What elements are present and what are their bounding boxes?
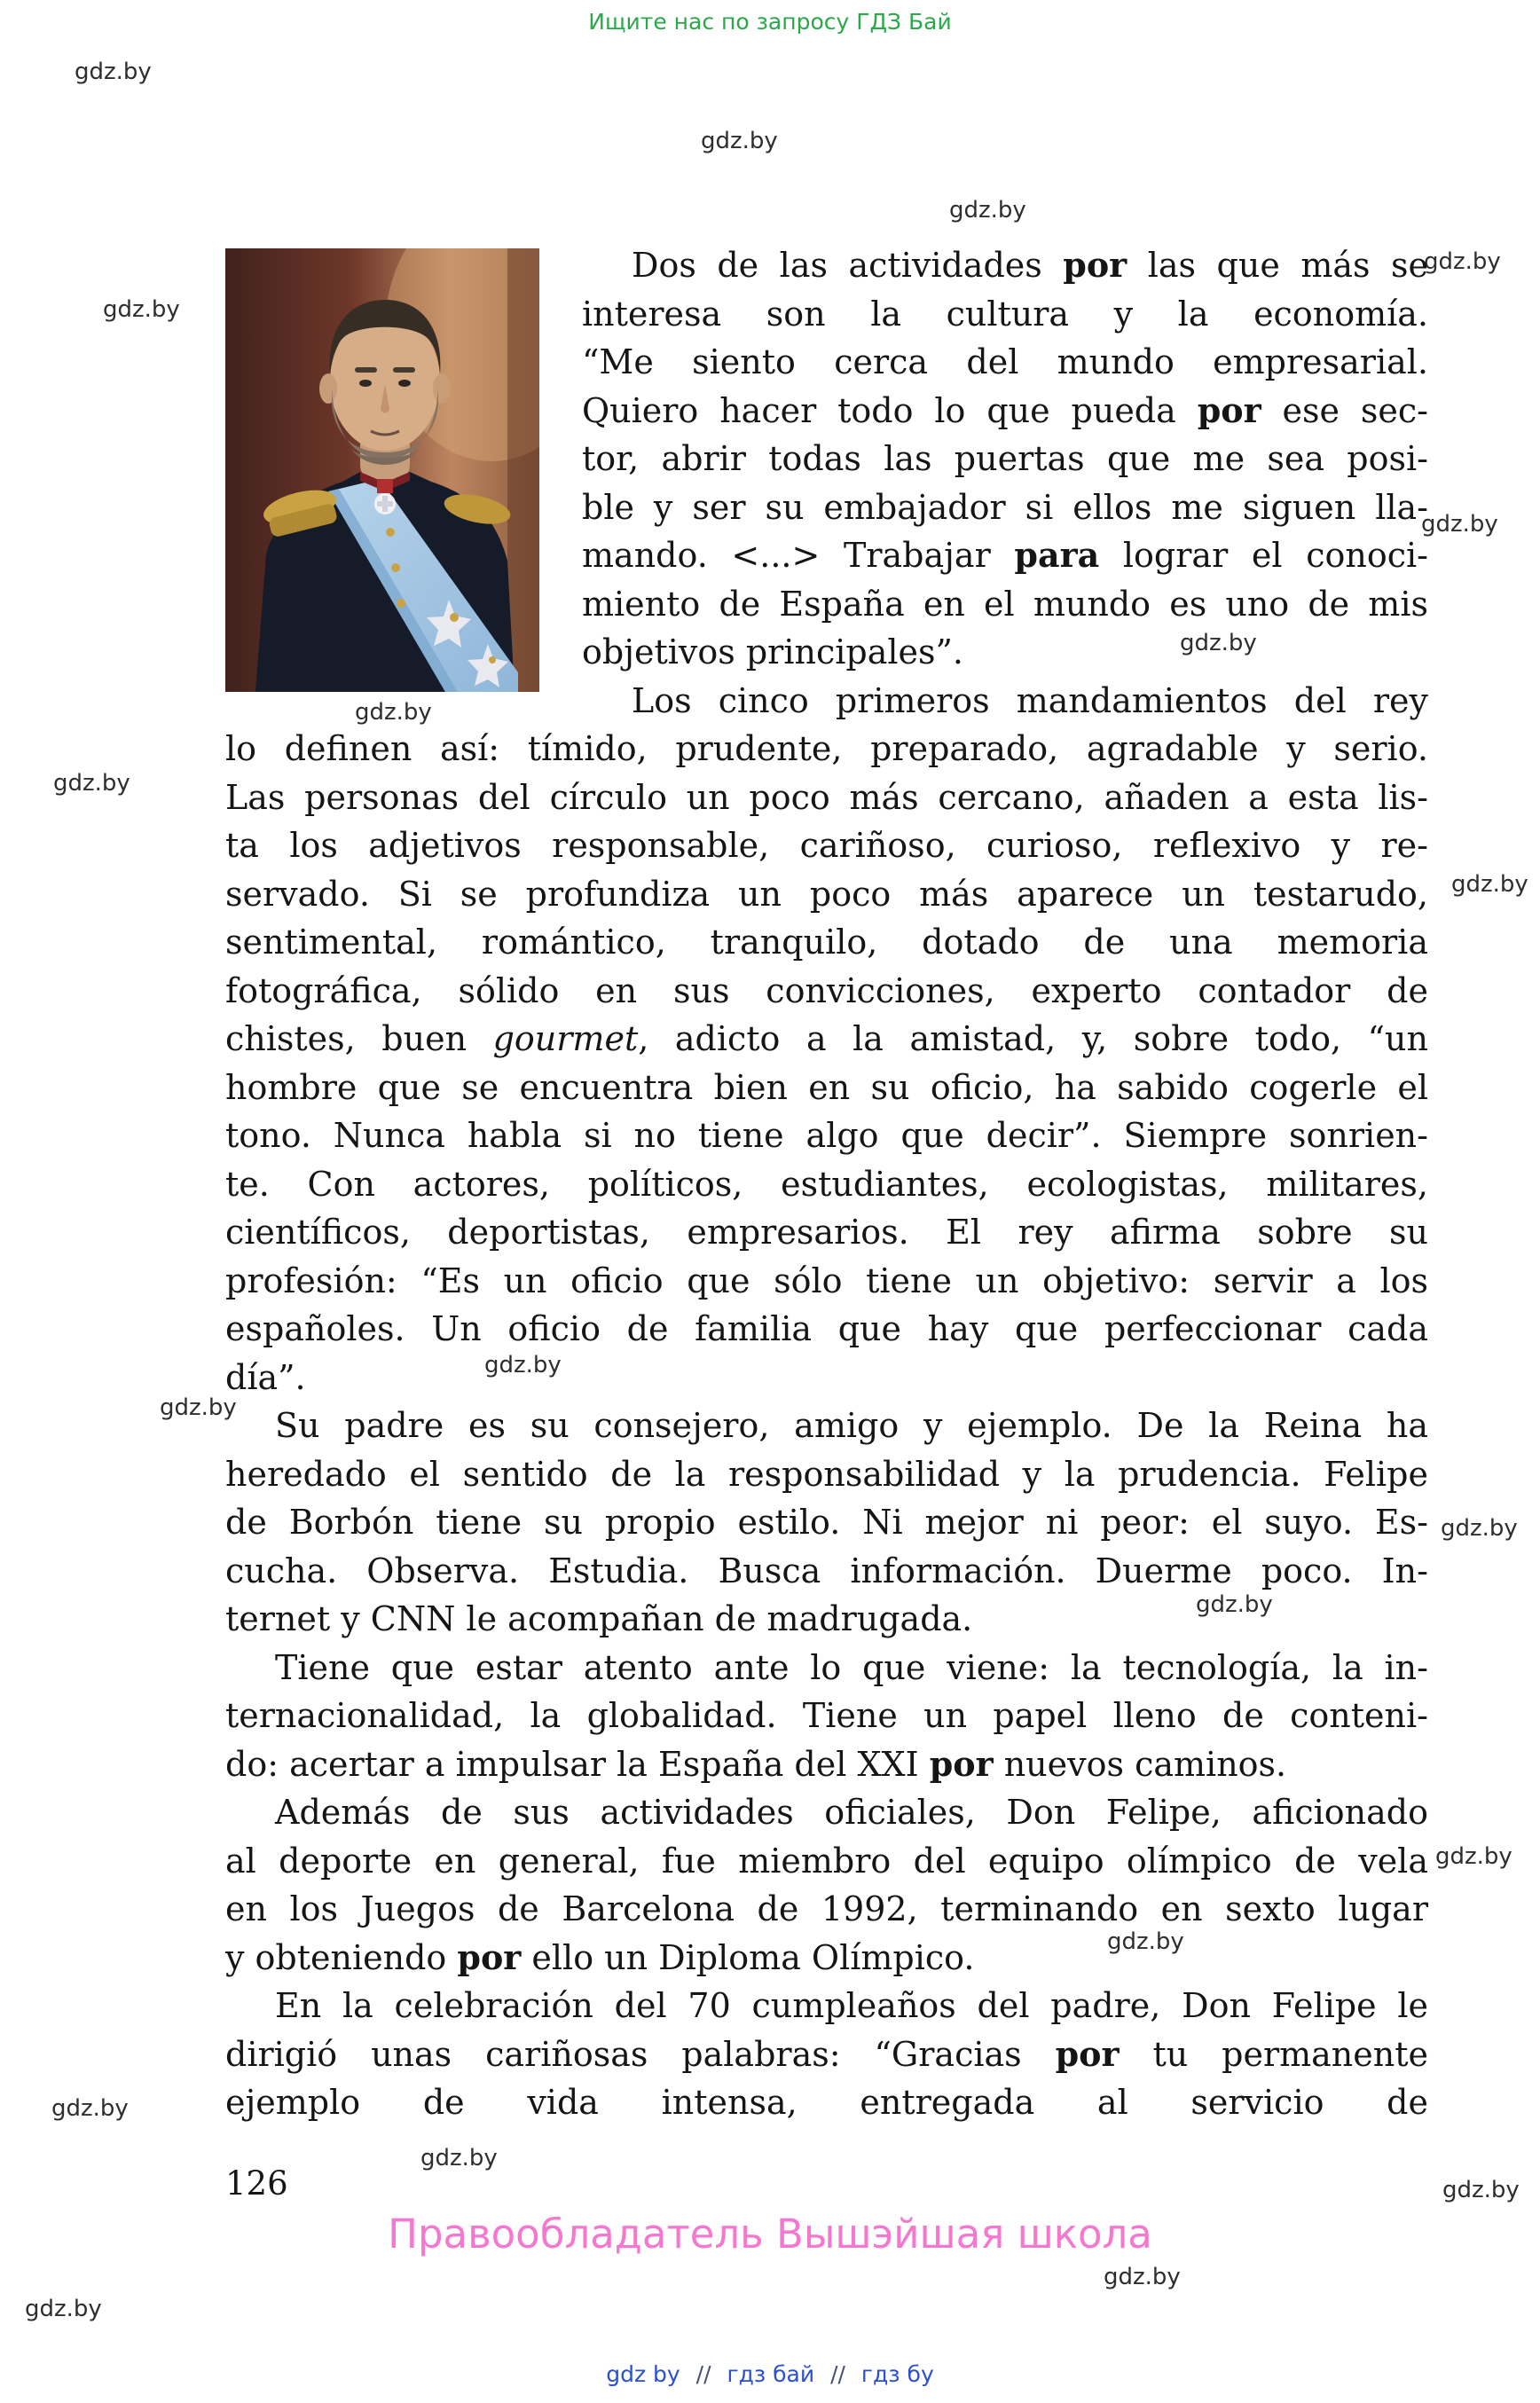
text-line: ternacionalidad, la globalidad. Tiene un papel lleno de conteni- xyxy=(225,1696,1428,1735)
link-separator: // xyxy=(695,2361,711,2387)
text-line: en los Juegos de Barcelona de 1992, terminando en sexto lugar xyxy=(225,1889,1428,1928)
text-line: hombre que se encuentra bien en su oficio, ha sabido cogerle el xyxy=(225,1067,1428,1107)
article-body xyxy=(225,241,1428,2127)
watermark: gdz.by xyxy=(1104,2264,1181,2290)
text-line: científicos, deportistas, empresarios. El rey afirma sobre su xyxy=(225,1213,1428,1252)
text-line: españoles. Un oficio de familia que hay que perfeccionar cada xyxy=(225,1309,1428,1348)
link-separator: // xyxy=(830,2361,845,2387)
watermark: gdz.by xyxy=(949,197,1026,224)
text-line: cucha. Observa. Estudia. Busca información. Duerme poco. In- xyxy=(225,1551,1428,1590)
publisher-note: Правообладатель Вышэйшая школа xyxy=(388,2211,1152,2258)
top-banner-text: Ищите нас по запросу ГДЗ Бай xyxy=(588,9,952,35)
text-line: do: acertar a impulsar la España del XXI por nuevos caminos. xyxy=(225,1743,1287,1784)
watermark: gdz.by xyxy=(51,2095,129,2122)
text-line: de Borbón tiene su propio estilo. Ni mejor ni peor: el suyo. Es- xyxy=(225,1503,1428,1542)
text-line: “Me siento cerca del mundo empresarial. xyxy=(582,342,1428,381)
watermark: gdz.by xyxy=(420,2145,498,2171)
watermark: gdz.by xyxy=(160,1394,237,1421)
text-line: ejemplo de vida intensa, entregada al servicio de xyxy=(225,2083,1428,2122)
watermark: gdz.by xyxy=(75,59,152,85)
watermark: gdz.by xyxy=(53,770,130,797)
text-line: sentimental, romántico, tranquilo, dotado de una memoria xyxy=(225,923,1428,962)
watermark: gdz.by xyxy=(355,699,432,726)
portrait-illustration xyxy=(225,248,539,692)
watermark: gdz.by xyxy=(1424,248,1501,275)
text-line: Las personas del círculo un poco más cercano, añaden a esta lis- xyxy=(225,777,1428,817)
text-line: ble y ser su embajador si ellos me siguen lla- xyxy=(582,487,1428,527)
text-line: En la celebración del 70 cumpleaños del padre, Don Felipe le xyxy=(275,1986,1428,2025)
king-felipe-portrait-photo xyxy=(225,248,539,692)
text-line: Su padre es su consejero, amigo y ejemplo. De la Reina ha xyxy=(275,1406,1428,1445)
text-line: Tiene que estar atento ante lo que viene: la tecnología, la in- xyxy=(275,1647,1428,1687)
watermark: gdz.by xyxy=(1441,1515,1518,1542)
text-line: te. Con actores, políticos, estudiantes, ecologistas, militares, xyxy=(225,1164,1428,1204)
text-line: tor, abrir todas las puertas que me sea posi- xyxy=(582,439,1428,478)
text-line: Quiero hacer todo lo que pueda por ese sec- xyxy=(582,389,1429,430)
watermark: gdz.by xyxy=(1442,2177,1520,2203)
text-line: Además de sus actividades oficiales, Don Felipe, aficionado xyxy=(275,1793,1428,1832)
text-line: heredado el sentido de la responsabilidad y la prudencia. Felipe xyxy=(225,1454,1428,1494)
text-line: mando. <...> Trabajar para lograr el conoci- xyxy=(582,535,1428,575)
text-line: ta los adjetivos responsable, cariñoso, curioso, reflexivo y re- xyxy=(225,826,1428,865)
footer-links xyxy=(0,2361,1540,2387)
footer-link-gdz-bu[interactable]: гдз бу xyxy=(860,2361,934,2387)
watermark: gdz.by xyxy=(701,128,778,154)
watermark: gdz.by xyxy=(103,296,180,323)
watermark: gdz.by xyxy=(1107,1928,1184,1955)
text-line: tono. Nunca habla si no tiene algo que decir”. Siempre sonrien- xyxy=(225,1116,1428,1155)
watermark: gdz.by xyxy=(1180,630,1257,656)
text-line: lo definen así: tímido, prudente, preparado, agradable y serio. xyxy=(225,729,1428,768)
text-line: chistes, buen gourmet, adicto a la amistad, y, sobre todo, “un xyxy=(225,1019,1428,1058)
text-line: Dos de las actividades por las que más se xyxy=(632,245,1428,285)
text-line: Los cinco primeros mandamientos del rey xyxy=(632,680,1428,720)
watermark: gdz.by xyxy=(1421,511,1498,538)
page-number: 126 xyxy=(225,2164,288,2203)
footer-link-gdz-bai[interactable]: гдз бай xyxy=(727,2361,815,2387)
text-line: profesión: “Es un oficio que sólo tiene un objetivo: servir a los xyxy=(225,1260,1428,1300)
text-line: fotográfica, sólido en sus convicciones, experto contador de xyxy=(225,970,1428,1010)
text-line: ternet y CNN le acompañan de madrugada. xyxy=(225,1599,973,1638)
text-line: día”. xyxy=(225,1357,306,1397)
watermark: gdz.by xyxy=(25,2296,102,2322)
footer-link-gdz-by[interactable]: gdz by xyxy=(606,2361,680,2387)
text-line: dirigió unas cariñosas palabras: “Gracias por tu permanente xyxy=(225,2033,1428,2074)
text-line: interesa son la cultura y la economía. xyxy=(582,294,1428,334)
watermark: gdz.by xyxy=(484,1352,562,1378)
watermark: gdz.by xyxy=(1451,871,1528,898)
text-line: y obteniendo por ello un Diploma Olímpico. xyxy=(225,1936,975,1977)
watermark: gdz.by xyxy=(1196,1591,1273,1618)
watermark: gdz.by xyxy=(1435,1843,1512,1870)
text-line: miento de España en el mundo es uno de mis xyxy=(582,584,1428,624)
text-line: al deporte en general, fue miembro del equipo olímpico de vela xyxy=(225,1841,1428,1881)
text-line: servado. Si se profundiza un poco más aparece un testarudo, xyxy=(225,874,1428,914)
text-line: objetivos principales”. xyxy=(582,632,964,671)
